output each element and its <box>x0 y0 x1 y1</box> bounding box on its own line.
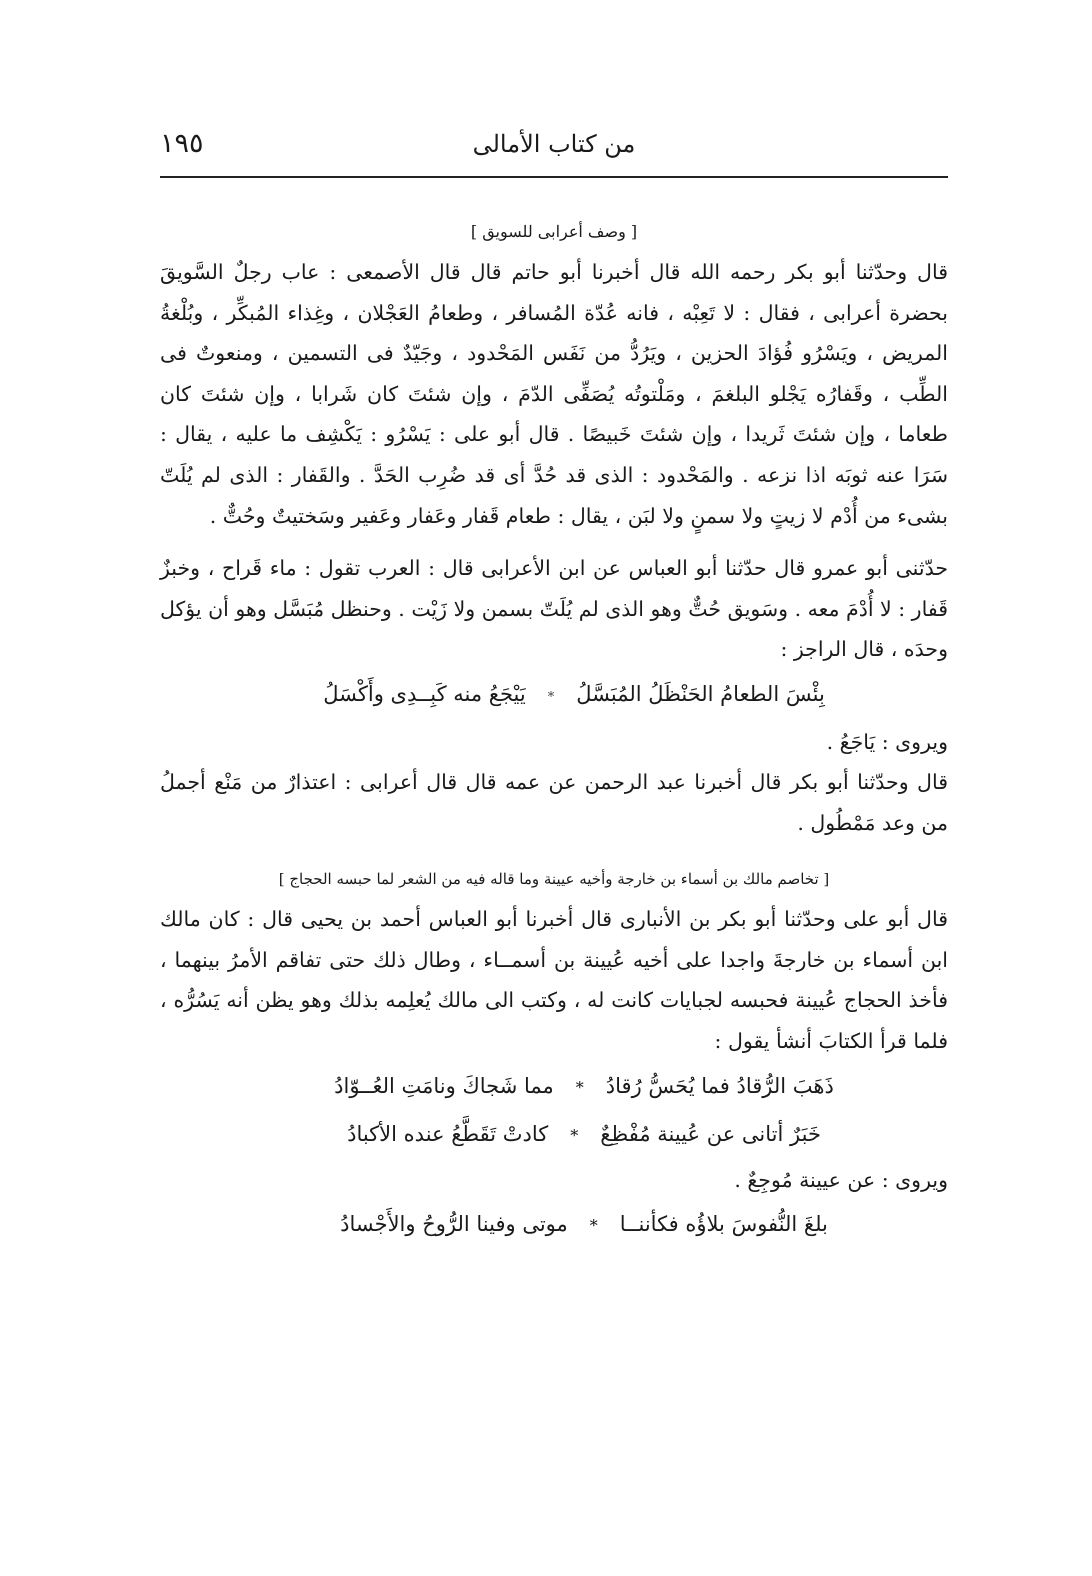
body-text <box>160 204 948 1250</box>
verse-separator: * <box>575 1077 584 1097</box>
verse-hemistich-first: بلغَ النُّفوسَ بلاؤُه فكأننــا <box>619 1211 828 1236</box>
verse-hemistich-second: موتى وفينا الرُّوحُ والأَجْسادُ <box>340 1211 568 1236</box>
verse-line <box>160 1112 948 1158</box>
variant-reading: ويروى : يَاجَعُ . <box>826 729 948 754</box>
verse-hemistich-second: مما شَجاكَ ونامَتِ العُــوّادُ <box>334 1073 554 1098</box>
paragraph: قال أبو على وحدّثنا أبو بكر بن الأنبارى قال أخبرنا أبو العباس أحمد بن يحيى قال : كان مالك ابن أسماء بن خارجةَ واجدا على أخيه عُيينة بن أسمــاء ، وطال ذلك حتى تفاقم الأمرُ بينهما ، فأخذ الحجاج عُيينة فحبسه لجبايات كانت له ، وكتب الى مالك يُعلِمه بذلك وهو يظن أنه يَسُرُّه ، فلما قرأ الكتابَ أنشأ يقول : <box>160 907 948 1053</box>
book-title: من كتاب الأمالى <box>472 130 636 158</box>
variant-reading: ويروى : عن عيينة مُوجِعٌ . <box>734 1167 948 1192</box>
section-heading: [ وصف أعرابى للسويق ] <box>470 222 638 241</box>
verse-separator: * <box>570 1125 579 1145</box>
verse-hemistich-second: يَيْجَعُ منه كَبِــدِى وأَكْسَلُ <box>323 681 526 706</box>
verse-line <box>160 1064 948 1110</box>
verse-separator: * <box>589 1215 598 1235</box>
running-head <box>160 126 948 168</box>
verse-hemistich-first: ذَهَبَ الرُّقادُ فما يُحَسُّ رُقادُ <box>605 1073 834 1098</box>
section-heading: [ تخاصم مالك بن أسماء بن خارجة وأخيه عيينة وما قاله فيه من الشعر لما حبسه الحجاج ] <box>278 870 830 889</box>
paragraph: قال وحدّثنا أبو بكر رحمه الله قال أخبرنا أبو حاتم قال قال الأصمعى : عاب رجلٌ السَّويقَ بحضرة أعرابى ، فقال : لا تَعِبْه ، فانه عُدّة المُسافر ، وطعامُ العَجْلان ، وغِذاء المُبكِّر ، وبُلْغةُ المريض ، ويَسْرُو فُؤادَ الحزين ، ويَرُدُّ من نَفَس المَحْدود ، وجَيّدٌ فى التسمين ، ومنعوتٌ فى الطِّب ، وقَفارُه يَجْلو البلغمَ ، ومَلْتوتُه يُصَفِّى الدّمَ ، وإن شئتَ كان شَرابا ، وإن شئتَ كان طعاما ، وإن شئتَ ثَريدا ، وإن شئتَ خَبيصًا . قال أبو على : يَسْرُو : يَكْشِف ما عليه ، يقال : سَرَا عنه ثوبَه اذا نزعه . والمَحْدود : الذى قد حُدَّ أى قد ضُرِب الحَدَّ . والقَفار : الذى لم يُلَتّ بشىء من أُدْم لا زيتٍ ولا سمنٍ ولا لبَن ، يقال : طعام قَفار وعَفار وعَفير وسَختيتٌ وحُتٌّ . <box>160 260 948 528</box>
poem <box>160 1202 948 1248</box>
paragraph: حدّثنى أبو عمرو قال حدّثنا أبو العباس عن ابن الأعرابى قال : العرب تقول : ماء قَراح ، وخبزٌ قَفار : لا أُدْمَ معه . وسَويق حُتٌّ وهو الذى لم يُلَتّ بسمن ولا زَيْت . وحنظل مُبَسَّل وهو أن يؤكل وحدَه ، قال الراجز : <box>160 556 949 662</box>
page-number: ١٩٥ <box>160 128 204 159</box>
verse-line <box>160 1202 948 1248</box>
poem <box>160 1064 948 1158</box>
paragraph: قال وحدّثنا أبو بكر قال أخبرنا عبد الرحمن عن عمه قال قال أعرابى : اعتذارٌ من مَنْع أجملُ من وعد مَمْطُول . <box>160 769 948 835</box>
verse-separator: * <box>547 689 555 705</box>
verse-hemistich-first: خَبَرٌ أتانى عن عُيينة مُفْظِعٌ <box>600 1121 821 1146</box>
verse-hemistich-first: بِئْسَ الطعامُ الحَنْظَلُ المُبَسَّلُ <box>576 681 825 706</box>
verse-line <box>160 672 948 720</box>
verse-hemistich-second: كادتْ تَقَطَّعُ عنده الأكبادُ <box>347 1121 549 1146</box>
header-rule <box>160 176 948 178</box>
